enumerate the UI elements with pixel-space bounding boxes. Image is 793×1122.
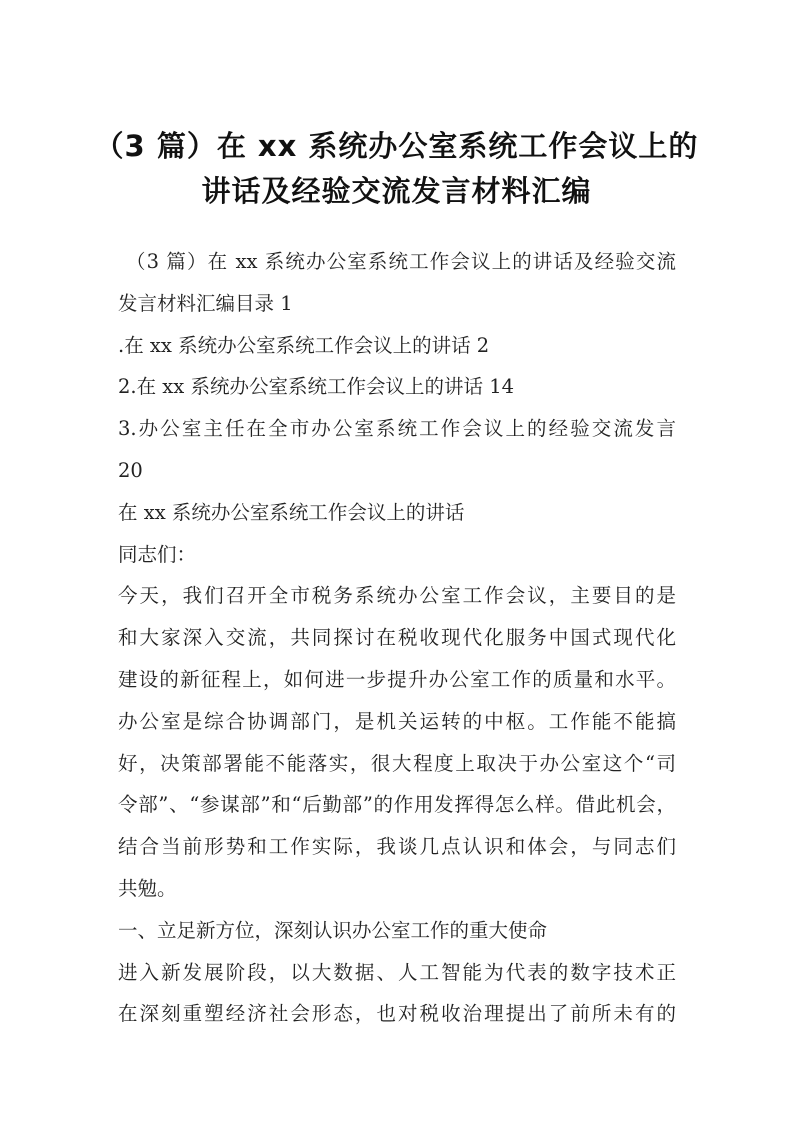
document-body [118, 241, 676, 1035]
salutation: 同志们： [118, 542, 197, 566]
paragraph-line: 共勉。 [118, 876, 177, 900]
paragraph-line: 令部”、“参谋部”和“后勤部”的作用发挥得怎么样。借此机会， [118, 793, 676, 817]
toc-item-3-page: 20 [118, 458, 143, 482]
paragraph-line: 进入新发展阶段，以大数据、人工智能为代表的数字技术正 [118, 960, 676, 984]
toc-item-2: 2.在 xx 系统办公室系统工作会议上的讲话 14 [118, 375, 515, 399]
toc-heading-cont: 发言材料汇编目录 1 [118, 291, 293, 315]
toc-heading: （3 篇）在 xx 系统办公室系统工作会议上的讲话及经验交流 [126, 250, 676, 273]
paragraph-line: 办公室是综合协调部门，是机关运转的中枢。工作能不能搞 [118, 709, 676, 733]
toc-item-1: .在 xx 系统办公室系统工作会议上的讲话 2 [118, 333, 490, 357]
paragraph-line: 在深刻重塑经济社会形态，也对税收治理提出了前所未有的 [118, 1002, 676, 1026]
toc-item-3: 3.办公室主任在全市办公室系统工作会议上的经验交流发言 [118, 417, 676, 441]
paragraph-line: 建设的新征程上，如何进一步提升办公室工作的质量和水平。 [118, 667, 676, 691]
section-title: 在 xx 系统办公室系统工作会议上的讲话 [118, 500, 465, 524]
paragraph-line: 结合当前形势和工作实际，我谈几点认识和体会，与同志们 [118, 835, 676, 859]
subheading: 一、立足新方位，深刻认识办公室工作的重大使命 [118, 918, 548, 942]
paragraph-line: 和大家深入交流，共同探讨在税收现代化服务中国式现代化 [118, 626, 676, 650]
document-title-line-2: 讲话及经验交流发言材料汇编 [201, 174, 592, 208]
paragraph-line: 好，决策部署能不能落实，很大程度上取决于办公室这个“司 [118, 751, 676, 775]
document-title-line-1: （3 篇）在 xx 系统办公室系统工作会议上的 [94, 129, 699, 163]
paragraph-line: 今天，我们召开全市税务系统办公室工作会议，主要目的是 [118, 584, 676, 608]
